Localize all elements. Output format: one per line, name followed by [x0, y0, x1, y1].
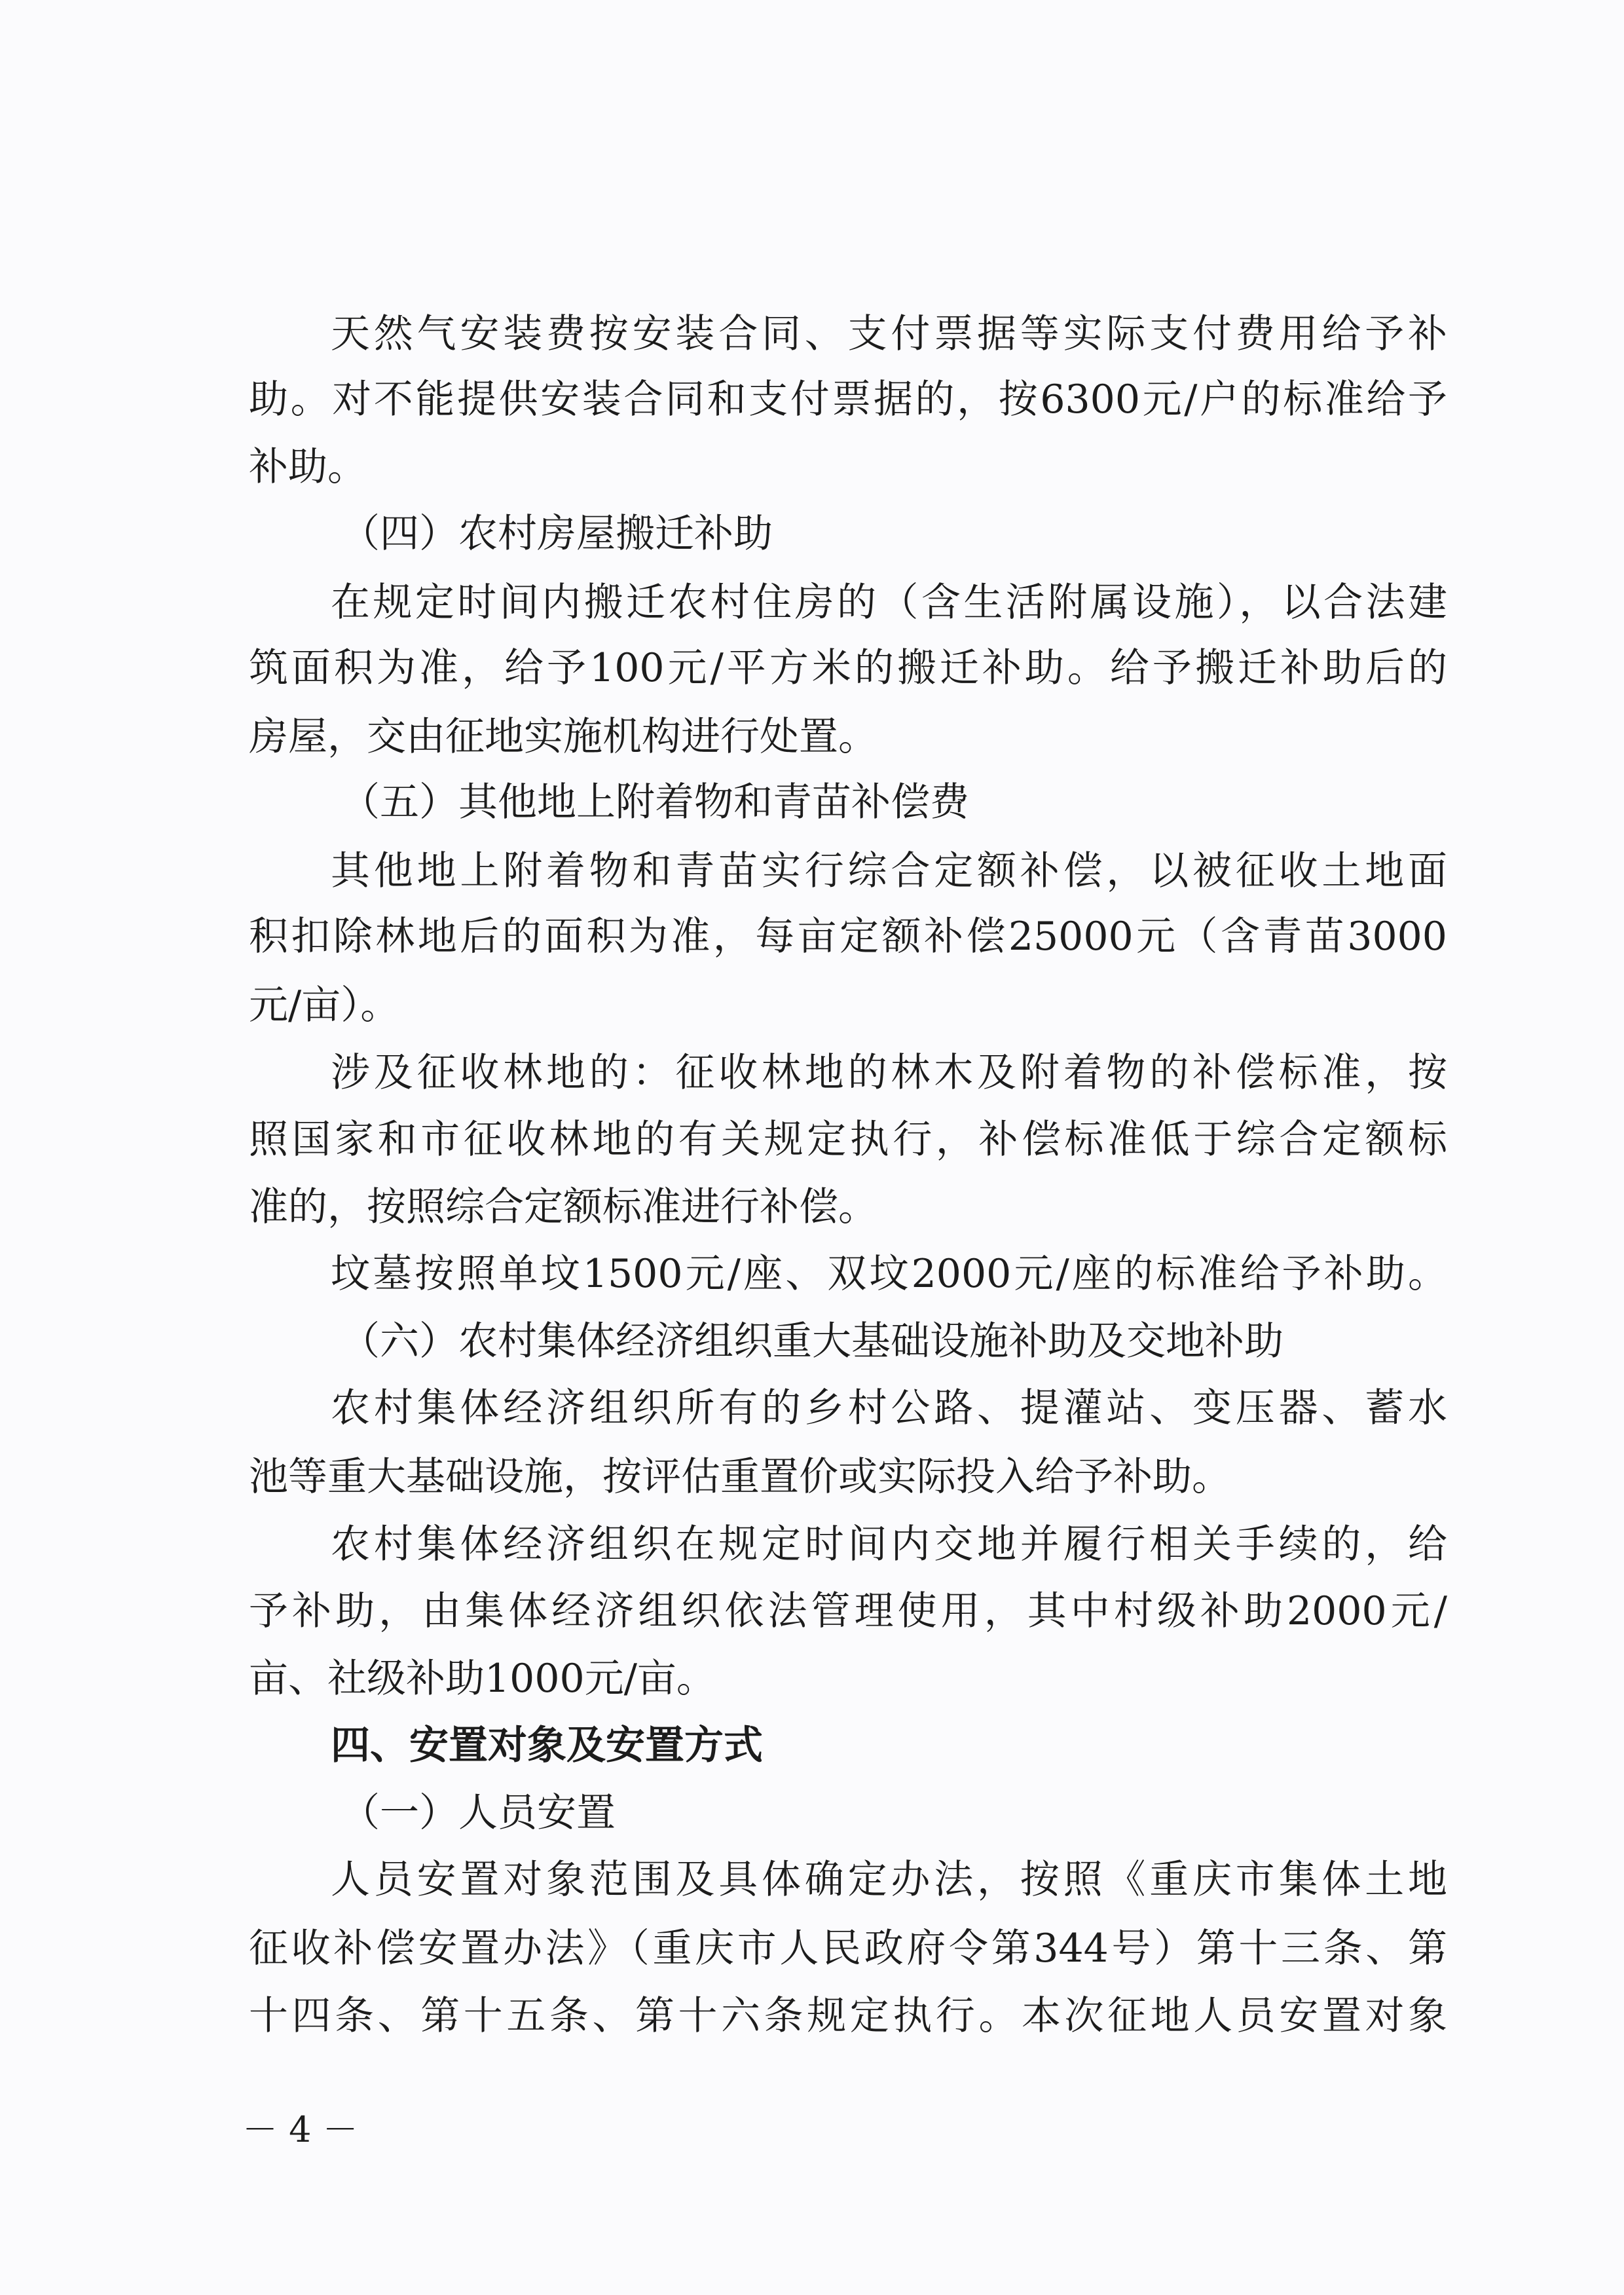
- paragraph-line: 人员安置对象范围及具体确定办法，按照《重庆市集体土地: [331, 1857, 1447, 1903]
- paragraph-line: 天然气安装费按安装合同、支付票据等实际支付费用给予补: [331, 311, 1447, 357]
- paragraph-line: 助。对不能提供安装合同和支付票据的，按6300元/户的标准给予: [249, 377, 1447, 422]
- section-heading: （一）人员安置: [341, 1790, 616, 1836]
- paragraph-line: 准的，按照综合定额标准进行补偿。: [249, 1184, 877, 1230]
- paragraph-line: 积扣除林地后的面积为准，每亩定额补偿25000元（含青苗3000: [249, 914, 1447, 960]
- paragraph-line: 房屋，交由征地实施机构进行处置。: [249, 714, 877, 760]
- paragraph-line: 十四条、第十五条、第十六条规定执行。本次征地人员安置对象: [249, 1993, 1447, 2039]
- section-heading: （四）农村房屋搬迁补助: [341, 511, 773, 557]
- paragraph-line: 涉及征收林地的：征收林地的林木及附着物的补偿标准，按: [331, 1050, 1447, 1096]
- paragraph-line: 在规定时间内搬迁农村住房的（含生活附属设施），以合法建: [331, 580, 1447, 625]
- paragraph-line: 征收补偿安置办法》（重庆市人民政府令第344号）第十三条、第: [249, 1926, 1447, 1971]
- paragraph-line: 其他地上附着物和青苗实行综合定额补偿，以被征收土地面: [331, 848, 1447, 894]
- chapter-heading: 四、安置对象及安置方式: [331, 1723, 763, 1768]
- paragraph-line: 农村集体经济组织在规定时间内交地并履行相关手续的，给: [331, 1521, 1447, 1567]
- paragraph-line: 筑面积为准，给予100元/平方米的搬迁补助。给予搬迁补助后的: [249, 645, 1447, 691]
- paragraph-line: 池等重大基础设施，按评估重置价或实际投入给予补助。: [249, 1454, 1231, 1500]
- paragraph-line: 农村集体经济组织所有的乡村公路、提灌站、变压器、蓄水: [331, 1385, 1447, 1431]
- page-number: － 4 －: [242, 2109, 358, 2150]
- paragraph-line: 补助。: [249, 444, 367, 490]
- paragraph-line: 照国家和市征收林地的有关规定执行，补偿标准低于综合定额标: [249, 1117, 1447, 1163]
- paragraph-line: 坟墓按照单坟1500元/座、双坟2000元/座的标准给予补助。: [331, 1251, 1447, 1297]
- paragraph-line: 予补助，由集体经济组织依法管理使用，其中村级补助2000元/: [249, 1588, 1447, 1634]
- paragraph-line: 元/亩）。: [249, 982, 400, 1028]
- paragraph-line: 亩、社级补助1000元/亩。: [249, 1656, 716, 1702]
- section-heading: （六）农村集体经济组织重大基础设施补助及交地补助: [341, 1318, 1283, 1364]
- section-heading: （五）其他地上附着物和青苗补偿费: [341, 779, 969, 825]
